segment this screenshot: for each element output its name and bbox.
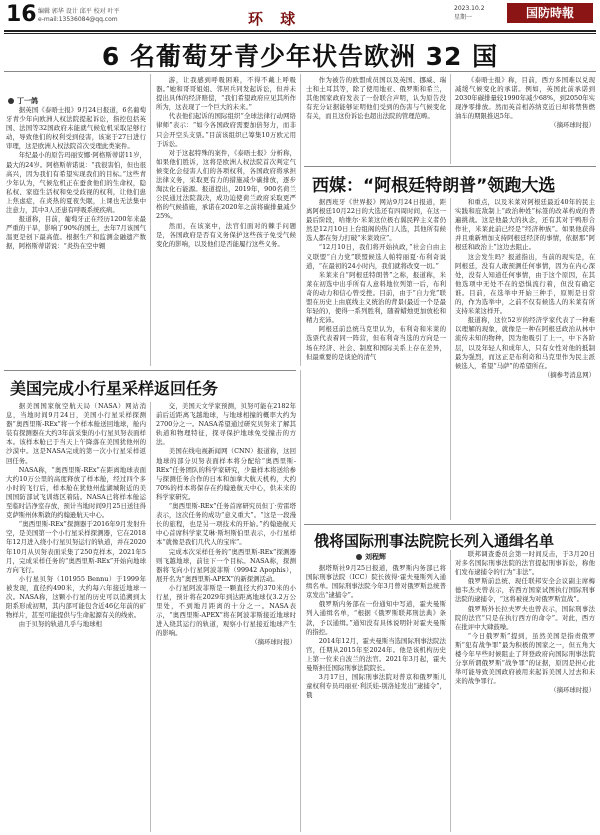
story1-col1 [6,106,146,388]
paragraph: “今日俄罗斯”提到，虽然美国是指责俄罗斯“犯有战争罪”最为积极的国家之一，但五角大楼今年早些时候阻止了拜登政府向国际刑事法院分享所谓俄罗斯“战争罪”的证据，原因是担心此举可能导致美国政府被用来起诉美国人过去和未来的战争罪行。 [455,631,595,686]
paragraph: 和重点，以及米莱对阿根廷最近40年的民主实践和庇敌制上“政治种姓”标签的改革构成的普遍挑战。这是他最大的执念，还有其对于鸭形合作社，米莱此前已经是“经济种族”。如果他获得并且重新增加支持阿根廷经济的事情，依据那“阿根廷和政治上”这边去阻止。 [455,198,595,252]
story3-credit: （摘参考消息网） [543,370,595,379]
paragraph: 2014年12月，霍夫曼斯当选国际刑事法院法官，任期从2015年至2024年。他是该机构历史上第一位来自波兰的法官。2021年3月起，霍夫曼斯担任国际刑事法院院长。 [306,636,446,673]
header-rule [4,30,596,32]
paragraph: 3月17日，国际刑事法院对普京和俄罗斯儿童权利专员玛丽亚·利沃娃-别洛娃发出“逮捕令”，俄 [306,673,446,700]
paragraph: 联邦调查委员会第一时间反击，于3月20日对多名国际刑事法院的法官提起刑事诉讼，称他们发布逮捕令的行为“非法”。 [455,550,595,577]
paragraph: 报道称，目前，葡萄牙正在经历1200年来最严重的干旱，影响了90%的国土，去年7月该国气温更是创下最高值。根据生产和监测金融遗产数据，阿格斯蒂诺说：“炎热在空中翱 [6,215,146,251]
paragraph: 《泰晤士报》称，目前，西方多国难以兑现减缓气候变化的承诺。例如，英国此前承诺到2030年碳排量较1990年减少68%，到2050年实现净零排放。然而英首相苏纳克近日却将禁售燃油车的期限推迟5年。 [455,76,595,121]
story3-headline: 西媒：“阿根廷特朗普”领跑大选 [312,176,556,196]
story1-col2 [156,76,296,366]
story4-headline: 俄将国际刑事法院院长列入通缉名单 [314,532,555,550]
column-divider [450,550,451,832]
paragraph: 报道称，这位52岁的经济学家代表了一种难以理解的现象，就像是一种在阿根廷政治从林中流传未知的物种，因为他吸引了上一，中下各阶层，以及年轻人和成年人，只有女性对他的抵制最为强烈，而这正是布利奇和马克里作为民主派候选人，希望“马萨”的希望所在。 [455,316,595,370]
byline-bullet-icon [356,554,362,560]
staff-line: 编辑 郭华 设计 邱平 校对 叶平 [38,8,120,15]
story2-credit: （摘环球时报） [251,638,296,647]
column-divider [150,74,151,366]
story1-headline: 6 名葡萄牙青少年状告欧洲 32 国 [101,42,499,71]
story1-col3 [306,76,446,158]
story2-headline: 美国完成小行星采样返回任务 [10,379,219,398]
paragraph: “奥西里斯-REx”任务首席研究员但丁·劳雷塔表示，这次任务的成功“意义重大”。“这是一段漫长的旅程，也是另一项技术的开始。”约翰逊航天中心首席科学家艾琳·斯坦斯伯里表示，小行星样本“就像是我们几代人的宝库”。 [156,502,296,547]
story1-credit: （摘环球时报） [550,121,595,130]
paragraph: 米莱来自“阿根廷特朗普”之称，报道称，米莱在初选中出乎所有人意料地位列第一后，布利奇的动力和信心曾受挫。目前，由于“自力党”联盟在历史上由底线主义统治的背景(最近一个是最年轻的)，使得一系列胜利，随着蜡烛更加放松和精力充沛。 [306,270,446,325]
byline-bullet-icon [8,98,14,104]
story4-col2 [455,550,595,832]
paragraph: 据美国国家航空航天局（NASA）网站消息，当地时间9月24日，美国小行星采样探测器“奥西里斯-REx”将一个样本舱送回地球，舱内装有探测器在大约3年前采集的小行星贝努表面样本。该样本舱已于当天上午降落在美国犹他州的沙漠中。这是NASA完成的第一次小行星采样返回任务。 [6,402,146,465]
paragraph: 阿根廷前总统马克里认为，布利奇和米莱的选票代表着同一阵营，但布利奇当选的方向是一场在经济、社会、制度和国际关系上存在差异，但最重要的是谈论的清气 [306,325,446,361]
story4-rule [304,524,596,525]
paragraph: 据英国《泰晤士报》9月24日报道，6名葡萄牙青少年向欧洲人权法院提起诉讼，指控包括英国、法国等32国政府未能就气候危机采取足够行动，导致他们的权利受到侵害，该案于27日进行审理，这是欧洲人权法院首次受理此类案件。 [6,106,146,151]
paragraph: 俄罗斯内务部在一份通知中写道，霍夫曼斯列入通缉名单，“根据《俄罗斯联邦刑法典》条款，予以通缉。”通知没有具体说明针对霍夫曼斯的指控。 [306,600,446,636]
story3-col2 [455,198,595,520]
paragraph: 这会发生吗？报道指出，当前的现实是，在阿根廷，没有人敢预测任何事情，因为在内心深处，没有人知道任何事情，由于这个原因，在其他选项中无处不在的恐惧流行着，但没有确定谁。目前，在选举中开始三种手，原则是日常的，作为选举中，之前不仅有候选人的米莱有所支持米莱这样开。 [455,252,595,316]
paragraph: 作为被告的欧盟成员国以及英国、挪威、瑞士和土耳其等，除了使用地亚、俄罗斯和希兰，其他国家政府发表了一份联合声明，认为原告没有充分证据能够证明他们受到的伤害与气候变化有关，而且这份诉讼也超出法院的管理范畴。 [306,76,446,121]
newspaper-logo: 国防時報 [507,3,593,23]
date-block [454,4,485,22]
story1-rule [4,71,596,72]
column-divider [300,74,301,366]
header-rule-thin [4,33,596,34]
paragraph: “12月10日，我们将开始执政，”社会自由主义联盟“自力党”联盟候选人帕特丽夏·布利奇说道，“在最初的24小时内，我们就将改变一切。” [306,243,446,270]
paragraph: 据西班牙《世界报》网站9月24日报道，距离阿根廷10月22日的大选还有四周时间，在这一最后阶段，哈维尔·米莱这位极右翼民粹主义者仍然是12月10日上台组阁的热门人选，其他所有候选人都在努力打破“米莱效应”。 [306,198,446,243]
paragraph: “奥西里斯-REx”探测器于2016年9月发射升空，是美国第一个小行星采样探测器，它在2018年12月进入绕小行星贝努运行的轨道，并在2020年10月从贝努表面采集了250克样本，2021年5月，完成采样任务的“奥西里斯-REx”开始向地球方向飞行。 [6,520,146,574]
story1-byline: 丁一鸽 [8,96,38,106]
story2-rule [4,370,296,371]
paragraph: 年纪最小的原告玛丽安娜·阿格斯蒂诺11岁，最大的24岁。阿格斯蒂诺说：“我很害怕，但也很高兴，因为我们有希望实现我们的目标。”这些青少年认为，气候危机正在蚕食他们的生命权，隐私权、家庭生活权和免受歧视的权利，让他们患上焦虑症，在炎热的夏夜失眠，上课也无法集中注意力，其中3人还患有呼吸系统疾病。 [6,151,146,215]
paragraph: 代表他们起诉的国际组织“全球法律行动网络律师”表示：“如今各国政府需要加倍努力，而非只会开空头支票。”目前该组织已筹集10万欧元用于诉讼。 [156,112,296,148]
paragraph: 由于贝努的轨道几乎与地球相 [18,620,102,629]
page-header [0,0,600,36]
paragraph: 俄罗斯前总统、现任联邦安全会议副主席梅德韦杰夫曾表示，若西方国家试图执行国际刑事法院的逮捕令，“这将被视为对俄罗斯宣战”。 [455,577,595,604]
section-title: 环 球 [248,10,302,28]
column-divider [450,198,451,520]
weekday: 星期一 [454,14,473,21]
story3-col1 [306,198,446,520]
column-divider [300,370,301,832]
paragraph: NASA称，“奥西里斯-REx”在距离地球表面大约10万公里的高度释放了样本舱，经过四个多小时的飞行后，样本舱在犹他州盐湖城附近的美国国防部试飞训练区着陆。NASA已将样本舱运至临时洁净室存放，预计当地时间9月25日送往得克萨斯州休斯敦的约翰逊航天中心。 [6,465,146,520]
paragraph: 小行星贝努（101955 Bennu）于1999年被发现，直径约490米，大约每六年接近地球一次。NASA称，这颗小行星的历史可以追溯到太阳系形成初期，其内部可能包含近46亿年前的矿物样片，甚至可能提供与生命起源有关的线索。 [6,574,146,620]
paragraph: 美国在线电视新闻网（CNN）报道称，这回地球的部分贝努表面样本将分配给“奥西里斯-REx”任务团队的科学家研究，少量样本将送给参与探测任务合作的日本和加拿大航天机构，大约70%的样本将保存在约翰逊航天中心，供未来的科学家研究。 [156,447,296,501]
story2-col2 [156,402,296,832]
paragraph: 完成本次采样任务的“奥西里斯-REx”探测器则飞越地球，前往下一个目标。NASA称，探测器将飞向小行星阿波菲斯（99942 Apophis），展开名为“奥西里斯-APEX”的新探测活动。 [156,547,296,583]
column-divider [150,402,151,832]
story1-col4 [455,76,595,166]
story2-col1 [6,402,146,832]
paragraph: 然而，在该案中，法官们面对的棘手问题是，各国政府是否有义务保护这些孩子免受气候变化的影响，以及他们是否能履行这些义务。 [156,221,296,248]
story4-byline: 刘程辉 [356,552,386,562]
paragraph: 对于这起特殊的案件，《泰晤士报》分析称，如果他们胜诉，这将是欧洲人权法院首次判定气候变化会侵害人们的各项权利，各国政府将承担法律义务，采取更有力的措施减少碳排放，逐步淘汰化石能源。报道提出，2019年，900名荷兰公民通过法院裁决，成功迫使荷兰政府采取更严格的气候措施，承诺在2020年之前将碳排量减少25%。 [156,148,296,221]
story4-col1 [306,564,446,832]
column-divider [450,74,451,164]
date-line: 2023.10.2 [454,5,485,12]
page-number: 16 [6,2,37,27]
paragraph: 交，美国天文学家预测，贝努可能在2182年前后近距离飞越地球，与地球相撞的概率大约为2700分之一。NASA希望通过研究贝努来了解其轨道和物理特征，探寻保护地球免受撞击的方法。 [156,402,296,447]
paragraph: 俄罗斯外长拉夫罗夫也曾表示，国际刑事法院的法官“只是在执行西方的命令”。对此，西方在批评中大肆鼓噪。 [455,604,595,631]
paragraph: 小行星阿波菲斯是一颗直径大约370米的小行星，预计将在2029年到达距离地球仅3.2万公里处，不到地月距离的十分之一。NASA表示，“奥西里斯-APEX”将在阿波菲斯接近地球时进入绕其运行的轨道，观察小行星接近地球产生的影响。 [156,583,296,638]
paragraph: 游，让我感到呼吸困难，不得不戴上呼吸器。”她和哥哥姐姐、邻居兵同发起诉讼，但并未提出具体的经济赔偿，“我们希望政府应见其所作所为，这表现了一个巨大的未来。” [156,76,296,112]
email-line: e-mail:13536084@qq.com [38,16,118,23]
story3-rule [304,166,596,167]
paragraph: 据塔斯社9月25日报道，俄罗斯内务部已将国际刑事法院（ICC）院长彼得·霍夫曼斯列入通缉名单。国际刑事法院今年3月曾对俄罗斯总统普京发出“逮捕令”。 [306,564,446,600]
story4-credit: （摘环球时报） [550,686,595,695]
